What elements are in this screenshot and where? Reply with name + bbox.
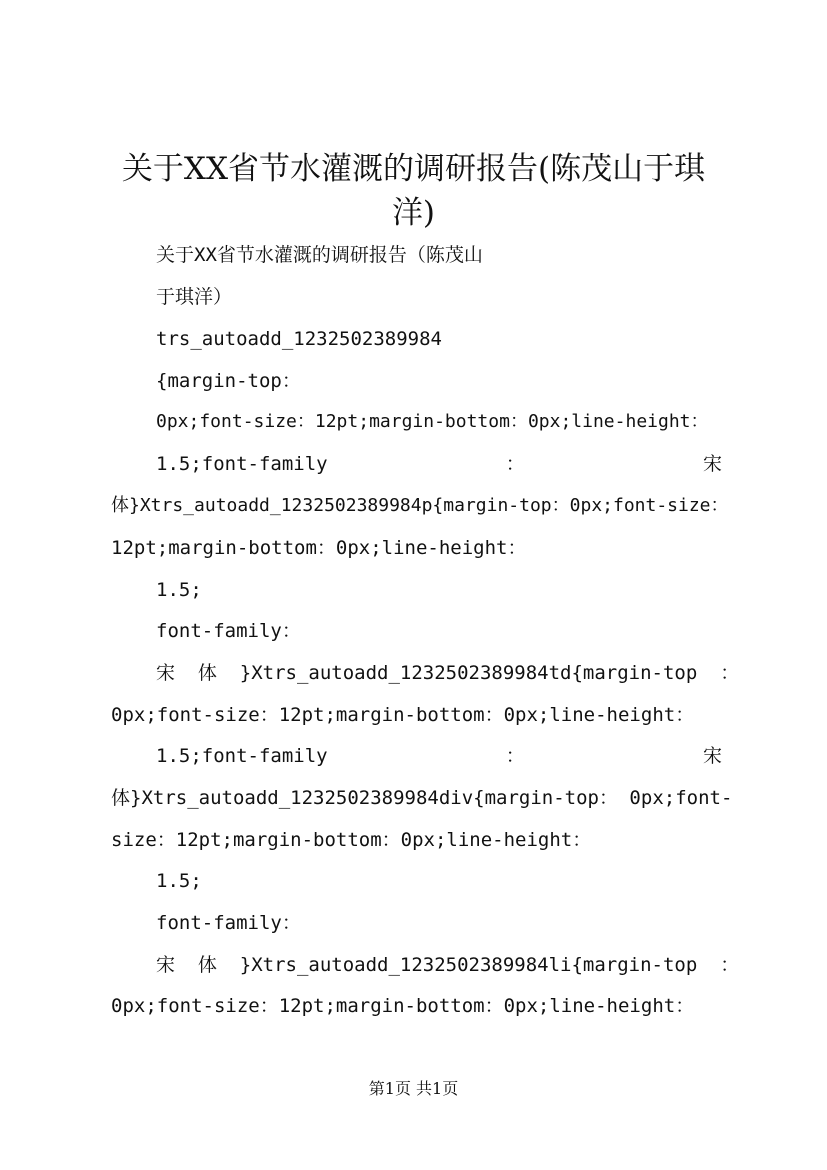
body-line: 于琪洋）: [156, 286, 233, 308]
body-line: 关于XX省节水灌溉的调研报告（陈茂山: [156, 244, 483, 266]
body-line: 0px;font-size：12pt;margin-bottom：0px;line-height：: [111, 704, 695, 726]
body-line-justified: [156, 452, 722, 476]
body-text: 宋: [702, 745, 722, 767]
body-text: 1.5;font-family: [156, 745, 328, 767]
body-line: 1.5;: [156, 579, 202, 601]
body-line: 12pt;margin-bottom：0px;line-height：: [111, 537, 527, 559]
page-footer: 第1页 共1页: [368, 1079, 459, 1098]
body-line: 0px;font-size：12pt;margin-bottom：0px;line-height：: [156, 411, 709, 432]
body-line-justified: [156, 744, 722, 768]
title-line-1: 关于XX省节水灌溉的调研报告(陈茂山于琪: [121, 151, 706, 187]
body-line: 宋 体 }Xtrs_autoadd_1232502389984td{margin-top ：: [156, 662, 740, 684]
body-line: {margin-top：: [156, 370, 301, 392]
body-line: trs_autoadd_1232502389984: [156, 328, 442, 350]
document-title: [100, 147, 727, 235]
body-line: 宋 体 }Xtrs_autoadd_1232502389984li{margin-top ：: [156, 954, 740, 976]
body-line: 1.5;: [156, 870, 202, 892]
body-line: size：12pt;margin-bottom：0px;line-height：: [111, 829, 592, 851]
title-line-2: 洋): [391, 195, 436, 231]
body-line: 体}Xtrs_autoadd_1232502389984div{margin-top： 0px;font-: [111, 787, 733, 809]
body-line: 0px;font-size：12pt;margin-bottom：0px;line-height：: [111, 995, 695, 1017]
body-line: font-family：: [156, 912, 301, 934]
body-text: ：: [505, 745, 525, 767]
body-text: 1.5;font-family: [156, 453, 328, 475]
body-text: ：: [505, 453, 525, 475]
body-text: 宋: [702, 453, 722, 475]
body-line: font-family：: [156, 620, 301, 642]
body-line: 体}Xtrs_autoadd_1232502389984p{margin-top：0px;font-size：: [111, 495, 729, 516]
